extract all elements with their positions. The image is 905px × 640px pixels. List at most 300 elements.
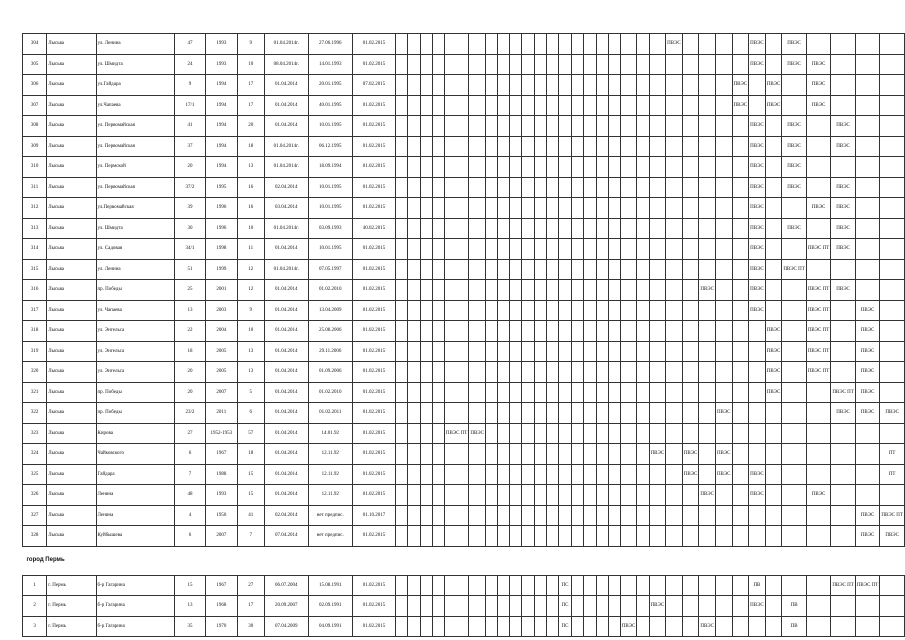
check-cell [469, 157, 486, 178]
check-cell [510, 95, 522, 116]
check-cell [572, 177, 584, 198]
row-date-1: 01.04.2014г. [264, 136, 308, 157]
row-date-2: 12.11.92 [308, 464, 352, 485]
check-cell [408, 362, 420, 383]
check-cell [806, 259, 831, 280]
check-cell [498, 616, 510, 637]
cell-mark: ПВЭС [750, 287, 764, 293]
check-cell [732, 300, 749, 321]
check-cell [396, 300, 408, 321]
check-cell [444, 157, 469, 178]
check-cell [749, 218, 766, 239]
row-year: 2005 [206, 341, 238, 362]
check-cell [396, 596, 408, 617]
check-cell [608, 423, 620, 444]
check-cell [608, 362, 620, 383]
row-date-1: 01.04.2014г. [264, 259, 308, 280]
row-house-number: 23/2 [174, 403, 205, 424]
check-cell [682, 464, 699, 485]
check-cell [749, 423, 766, 444]
row-count: 10 [237, 218, 264, 239]
row-date-2: 10.01.1995 [308, 198, 352, 219]
row-date-2: 12.11.92 [308, 444, 352, 465]
check-cell [522, 423, 534, 444]
check-cell [498, 300, 510, 321]
row-date-3: 01.02.2015 [352, 403, 395, 424]
row-house-number: 9 [174, 75, 205, 96]
check-cell [510, 259, 522, 280]
check-cell [485, 75, 497, 96]
table-row [23, 341, 905, 362]
cell-mark: ПВЭС [811, 205, 826, 211]
check-cell [782, 239, 807, 260]
row-street: ул. Шмидта [96, 54, 174, 75]
check-cell [522, 198, 534, 219]
cell-mark: ПВЭС [750, 225, 764, 231]
row-date-3: 01.02.2015 [352, 259, 395, 280]
check-cell [620, 259, 637, 280]
row-date-3: 01.02.2015 [352, 464, 395, 485]
cell-mark: ПВЭС [733, 82, 748, 88]
check-cell [420, 616, 432, 637]
table-row [23, 136, 905, 157]
check-cell [715, 423, 732, 444]
row-date-3: 01.10.2017 [352, 505, 395, 526]
check-cell [396, 116, 408, 137]
check-cell [699, 198, 716, 219]
check-cell [596, 485, 608, 506]
check-cell [572, 95, 584, 116]
check-cell [608, 382, 620, 403]
check-cell [420, 403, 432, 424]
check-cell [469, 382, 486, 403]
check-cell [749, 136, 766, 157]
check-cell [608, 280, 620, 301]
check-cell [522, 382, 534, 403]
row-street: б-р Гагарина [96, 575, 174, 596]
check-cell [396, 464, 408, 485]
row-date-2: 14.01.92 [308, 423, 352, 444]
check-cell [420, 239, 432, 260]
check-cell [584, 300, 596, 321]
row-year: 2001 [206, 280, 238, 301]
row-city: Лысьва [47, 300, 96, 321]
check-cell [485, 341, 497, 362]
cell-mark: ПС [561, 603, 569, 609]
row-date-1: 07.04.2014 [264, 526, 308, 547]
row-city: Лысьва [47, 116, 96, 137]
check-cell [396, 54, 408, 75]
check-cell [831, 382, 856, 403]
check-cell [534, 362, 546, 383]
check-cell [510, 321, 522, 342]
check-cell [498, 341, 510, 362]
section-title: город Пермь [23, 546, 905, 575]
check-cell [649, 362, 666, 383]
check-cell [806, 34, 831, 55]
check-cell [596, 218, 608, 239]
row-year: 1994 [206, 136, 238, 157]
check-cell [699, 321, 716, 342]
check-cell [682, 362, 699, 383]
check-cell [855, 403, 880, 424]
check-cell [682, 218, 699, 239]
check-cell [396, 616, 408, 637]
cell-mark: ПВЭС [860, 389, 875, 395]
row-number: 312 [23, 198, 47, 219]
check-cell [408, 485, 420, 506]
cell-mark: ПВЭС ПТ [881, 512, 903, 518]
check-cell [510, 34, 522, 55]
check-cell [715, 616, 732, 637]
check-cell [432, 95, 444, 116]
check-cell [782, 596, 807, 617]
check-cell [498, 444, 510, 465]
cell-mark: ПВЭС [836, 123, 850, 129]
check-cell [510, 136, 522, 157]
row-date-3: 01.02.2015 [352, 177, 395, 198]
check-cell [408, 505, 420, 526]
check-cell [522, 177, 534, 198]
check-cell [432, 444, 444, 465]
check-cell [546, 239, 558, 260]
cell-mark: ПВЭС [750, 246, 764, 252]
row-house-number: 4 [174, 505, 205, 526]
check-cell [880, 198, 905, 219]
row-year: 1994 [206, 75, 238, 96]
check-cell [572, 505, 584, 526]
row-year: 2007 [206, 526, 238, 547]
check-cell [485, 575, 497, 596]
check-cell [749, 526, 766, 547]
check-cell [510, 505, 522, 526]
check-cell [485, 403, 497, 424]
check-cell [699, 596, 716, 617]
check-cell [765, 596, 782, 617]
check-cell [682, 239, 699, 260]
row-house-number: 37 [174, 136, 205, 157]
check-cell [806, 218, 831, 239]
row-year: 2004 [206, 321, 238, 342]
check-cell [715, 596, 732, 617]
check-cell [666, 177, 683, 198]
check-cell [444, 321, 469, 342]
check-cell [637, 382, 649, 403]
check-cell [546, 75, 558, 96]
check-cell [498, 505, 510, 526]
check-cell [596, 198, 608, 219]
check-cell [608, 444, 620, 465]
check-cell [396, 444, 408, 465]
row-street: ул. Садовая [96, 239, 174, 260]
check-cell [637, 54, 649, 75]
check-cell [510, 116, 522, 137]
check-cell [546, 157, 558, 178]
row-street: ул.Чапаева [96, 95, 174, 116]
check-cell [682, 596, 699, 617]
check-cell [782, 505, 807, 526]
check-cell [522, 239, 534, 260]
check-cell [782, 136, 807, 157]
check-cell [522, 596, 534, 617]
check-cell [749, 239, 766, 260]
check-cell [715, 75, 732, 96]
cell-mark: ПС [561, 582, 569, 588]
check-cell [782, 526, 807, 547]
check-cell [765, 505, 782, 526]
check-cell [666, 382, 683, 403]
check-cell [584, 423, 596, 444]
check-cell [558, 280, 571, 301]
cell-mark: ПВЭС [787, 143, 801, 149]
check-cell [396, 198, 408, 219]
check-cell [420, 259, 432, 280]
table-row [23, 116, 905, 137]
check-cell [608, 116, 620, 137]
check-cell [620, 464, 637, 485]
cell-mark: ПВЭС [766, 389, 781, 395]
check-cell [855, 136, 880, 157]
row-year: 1968 [206, 596, 238, 617]
row-street: Ленина [96, 505, 174, 526]
check-cell [620, 616, 637, 637]
check-cell [485, 218, 497, 239]
check-cell [510, 596, 522, 617]
check-cell [558, 616, 571, 637]
check-cell [420, 300, 432, 321]
check-cell [831, 157, 856, 178]
check-cell [522, 341, 534, 362]
row-count: 17 [237, 596, 264, 617]
check-cell [608, 341, 620, 362]
row-city: Лысьва [47, 464, 96, 485]
check-cell [396, 362, 408, 383]
check-cell [620, 116, 637, 137]
check-cell [765, 444, 782, 465]
row-date-2: нет предпис. [308, 526, 352, 547]
check-cell [715, 54, 732, 75]
check-cell [408, 382, 420, 403]
cell-mark: ПВЭС [750, 205, 764, 211]
row-street: ул. Первомайская [96, 136, 174, 157]
check-cell [831, 280, 856, 301]
row-year: 1950 [206, 505, 238, 526]
check-cell [649, 505, 666, 526]
check-cell [534, 382, 546, 403]
check-cell [469, 177, 486, 198]
check-cell [498, 34, 510, 55]
check-cell [855, 280, 880, 301]
check-cell [608, 485, 620, 506]
check-cell [699, 280, 716, 301]
check-cell [715, 575, 732, 596]
check-cell [584, 280, 596, 301]
row-city: Лысьва [47, 239, 96, 260]
row-city: Лысьва [47, 321, 96, 342]
row-house-number: 18 [174, 341, 205, 362]
check-cell [432, 341, 444, 362]
check-cell [855, 382, 880, 403]
check-cell [408, 75, 420, 96]
check-cell [510, 464, 522, 485]
check-cell [831, 321, 856, 342]
check-cell [534, 444, 546, 465]
row-street: ул. Энгельса [96, 321, 174, 342]
check-cell [620, 382, 637, 403]
check-cell [558, 526, 571, 547]
check-cell [749, 382, 766, 403]
row-date-2: 25.08.2006 [308, 321, 352, 342]
check-cell [620, 444, 637, 465]
check-cell [715, 116, 732, 137]
check-cell [831, 54, 856, 75]
check-cell [666, 136, 683, 157]
check-cell [666, 464, 683, 485]
check-cell [749, 177, 766, 198]
row-street: пр. Победы [96, 403, 174, 424]
check-cell [855, 218, 880, 239]
cell-mark: ПВЭС [750, 184, 764, 190]
check-cell [510, 75, 522, 96]
check-cell [732, 444, 749, 465]
check-cell [596, 157, 608, 178]
check-cell [558, 464, 571, 485]
cell-mark: ПВЭС [885, 410, 899, 416]
check-cell [522, 505, 534, 526]
check-cell [880, 300, 905, 321]
table-row [23, 362, 905, 383]
check-cell [498, 464, 510, 485]
check-cell [880, 382, 905, 403]
check-cell [498, 526, 510, 547]
check-cell [522, 259, 534, 280]
check-cell [620, 280, 637, 301]
check-cell [637, 616, 649, 637]
check-cell [649, 136, 666, 157]
check-cell [831, 505, 856, 526]
cell-mark: ПВЭС [750, 492, 764, 498]
row-city: Лысьва [47, 362, 96, 383]
check-cell [584, 75, 596, 96]
check-cell [855, 526, 880, 547]
check-cell [637, 259, 649, 280]
check-cell [408, 95, 420, 116]
cell-mark: ПВЭС [836, 143, 850, 149]
check-cell [749, 259, 766, 280]
check-cell [880, 280, 905, 301]
row-date-1: 06.07.2004 [264, 575, 308, 596]
row-date-3: 01.02.2015 [352, 485, 395, 506]
check-cell [732, 136, 749, 157]
check-cell [749, 321, 766, 342]
check-cell [444, 403, 469, 424]
cell-mark: ПВЭС [750, 471, 764, 477]
check-cell [880, 259, 905, 280]
check-cell [806, 177, 831, 198]
check-cell [572, 362, 584, 383]
check-cell [584, 95, 596, 116]
check-cell [572, 259, 584, 280]
row-count: 9 [237, 300, 264, 321]
cell-mark: ПВЭС ПТ [783, 266, 805, 272]
check-cell [880, 218, 905, 239]
check-cell [432, 526, 444, 547]
check-cell [699, 444, 716, 465]
check-cell [732, 464, 749, 485]
check-cell [637, 321, 649, 342]
check-cell [498, 485, 510, 506]
row-date-3: 01.02.2015 [352, 198, 395, 219]
check-cell [806, 505, 831, 526]
cell-mark: ПВЭС [766, 82, 781, 88]
check-cell [666, 157, 683, 178]
check-cell [584, 362, 596, 383]
row-year: 1994 [206, 157, 238, 178]
check-cell [806, 362, 831, 383]
check-cell [408, 198, 420, 219]
check-cell [534, 403, 546, 424]
row-date-3: 01.02.2015 [352, 341, 395, 362]
check-cell [855, 300, 880, 321]
check-cell [408, 218, 420, 239]
cell-mark: ПВЭС [683, 471, 698, 477]
check-cell [682, 403, 699, 424]
check-cell [572, 575, 584, 596]
cell-mark: ПВЭС [787, 164, 801, 170]
check-cell [699, 157, 716, 178]
check-cell [546, 136, 558, 157]
check-cell [880, 575, 905, 596]
check-cell [469, 526, 486, 547]
check-cell [855, 54, 880, 75]
check-cell [408, 341, 420, 362]
check-cell [620, 177, 637, 198]
check-cell [432, 157, 444, 178]
check-cell [831, 177, 856, 198]
check-cell [420, 280, 432, 301]
check-cell [396, 321, 408, 342]
cell-mark: ПВЭС [836, 205, 850, 211]
check-cell [558, 403, 571, 424]
check-cell [715, 300, 732, 321]
check-cell [534, 575, 546, 596]
cell-mark: ПС [561, 623, 569, 629]
check-cell [510, 362, 522, 383]
check-cell [831, 403, 856, 424]
check-cell [880, 596, 905, 617]
check-cell [732, 34, 749, 55]
check-cell [649, 423, 666, 444]
check-cell [620, 321, 637, 342]
check-cell [522, 616, 534, 637]
check-cell [831, 526, 856, 547]
check-cell [498, 75, 510, 96]
section-row [23, 546, 905, 575]
check-cell [831, 218, 856, 239]
check-cell [469, 300, 486, 321]
check-cell [546, 464, 558, 485]
check-cell [396, 95, 408, 116]
check-cell [420, 575, 432, 596]
check-cell [596, 616, 608, 637]
check-cell [485, 239, 497, 260]
check-cell [498, 423, 510, 444]
check-cell [715, 485, 732, 506]
table-row [23, 485, 905, 506]
check-cell [699, 300, 716, 321]
check-cell [831, 596, 856, 617]
check-cell [408, 300, 420, 321]
